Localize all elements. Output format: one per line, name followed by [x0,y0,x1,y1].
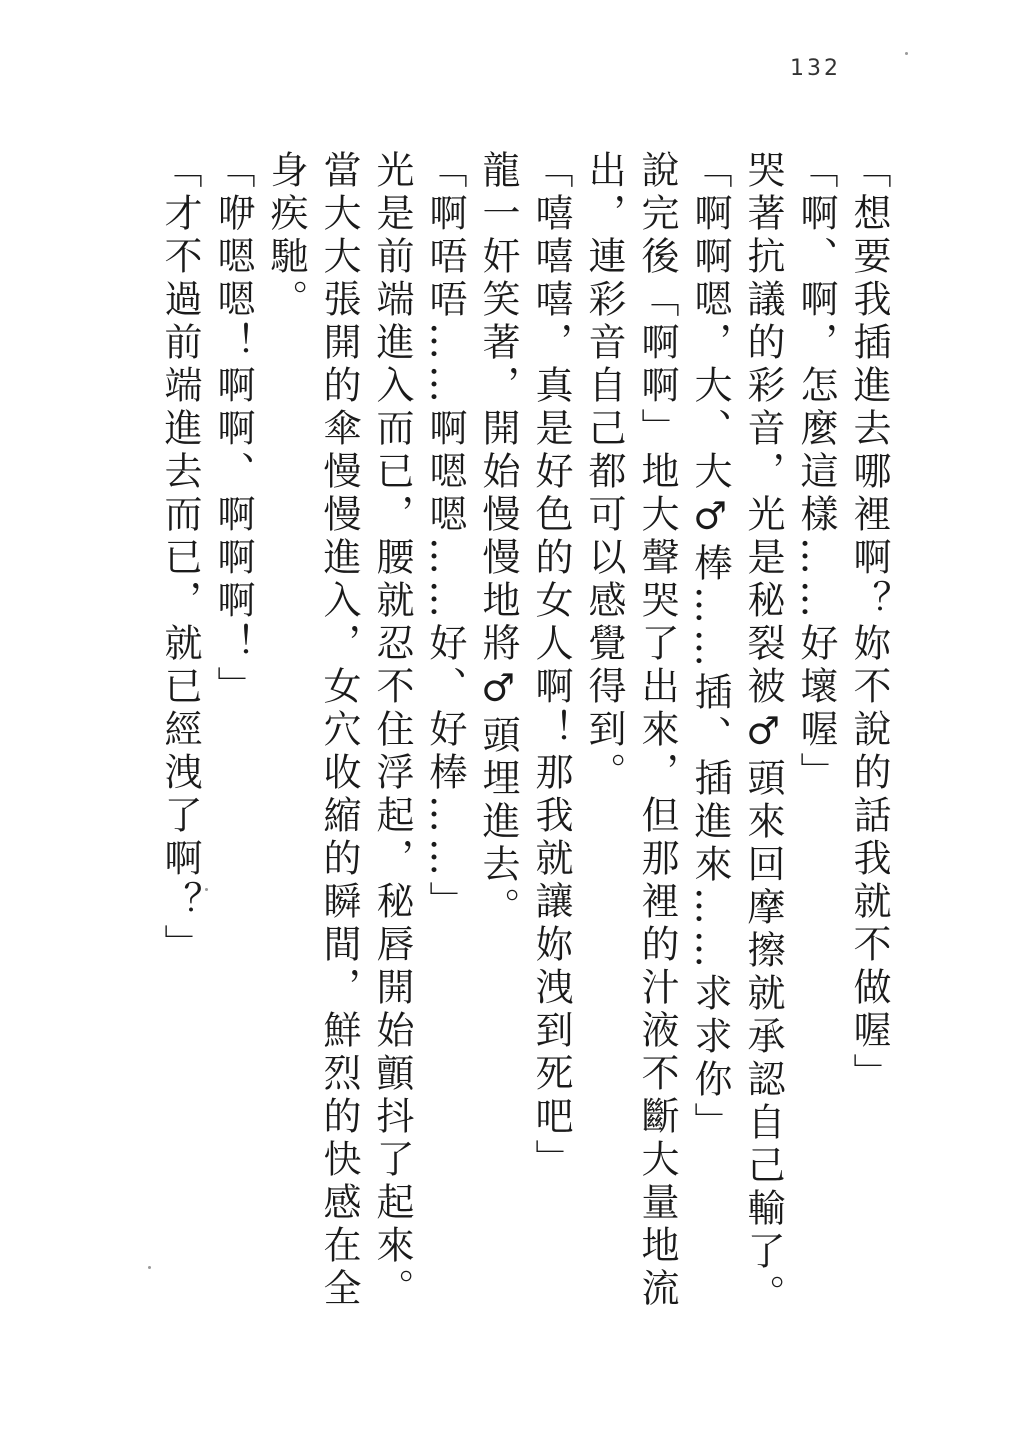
paragraph: 光是前端進入而已，腰就忍不住浮起，秘唇開始顫抖了起來。當大大張開的傘慢慢進入，女穴收縮的瞬間，鮮烈的快感在全身疾馳。 [264,150,414,1311]
vertical-text-body [155,150,895,1330]
paragraph: 「咿嗯嗯！啊啊、啊啊啊！」 [211,150,255,709]
page-number: 132 [790,56,841,81]
scan-speck [148,1266,151,1269]
scan-speck [905,52,908,55]
scan-speck [205,888,208,891]
paragraph: 「啊啊嗯，大、大♂棒……插、插進來……求求你」 [688,150,732,1145]
paragraph: 說完後「啊啊」地大聲哭了出來，但那裡的汁液不斷大量地流出，連彩音自己都可以感覺得到。 [582,150,679,1311]
paragraph: 「想要我插進去哪裡啊？妳不說的話我就不做喔」 [847,150,891,1096]
paragraph: 「才不過前端進去而已，就已經洩了啊？」 [158,150,202,967]
paragraph: 哭著抗議的彩音，光是秘裂被♂頭來回摩擦就承認自己輸了。 [741,150,785,1317]
paragraph: 「啊、啊，怎麼這樣……好壞喔」 [794,150,838,795]
paragraph: 龍一奸笑著，開始慢慢地將♂頭埋進去。 [476,150,520,930]
paragraph: 「嘻嘻嘻，真是好色的女人啊！那我就讓妳洩到死吧」 [529,150,573,1182]
paragraph: 「啊唔唔……啊嗯嗯……好、好棒……」 [423,150,467,924]
